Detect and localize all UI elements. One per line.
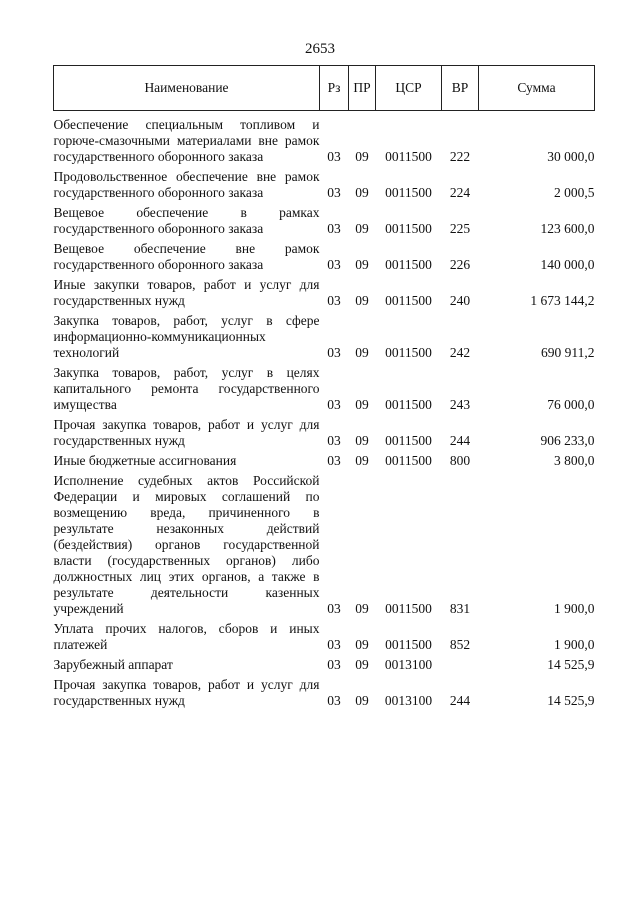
table-row [54, 313, 595, 365]
row-pr: 09 [355, 293, 369, 308]
row-vr [442, 657, 479, 677]
table-row [54, 473, 595, 621]
row-pr: 09 [355, 185, 369, 200]
row-name: Закупка товаров, работ, услуг в целях капитального ремонта государственного имущества [53, 365, 320, 412]
row-vr: 831 [449, 601, 471, 616]
row-pr: 09 [355, 149, 369, 164]
row-csr: 0011500 [385, 397, 432, 412]
row-vr: 224 [449, 185, 471, 200]
row-name: Иные закупки товаров, работ и услуг для государственных нужд [53, 277, 320, 308]
row-sum: 14 525,9 [547, 693, 595, 708]
row-rz: 03 [327, 453, 341, 468]
row-vr: 800 [449, 453, 471, 468]
row-vr: 222 [449, 149, 471, 164]
row-csr: 0011500 [385, 293, 432, 308]
row-csr: 0011500 [385, 257, 432, 272]
row-name: Вещевое обеспечение вне рамок государственного оборонного заказа [53, 241, 320, 272]
row-rz: 03 [327, 345, 341, 360]
table-row [54, 205, 595, 241]
row-sum: 906 233,0 [540, 433, 595, 448]
row-pr: 09 [355, 637, 369, 652]
header-sum: Сумма [479, 66, 595, 111]
row-vr: 240 [449, 293, 471, 308]
row-pr: 09 [355, 453, 369, 468]
table-row [54, 277, 595, 313]
row-pr: 09 [355, 221, 369, 236]
row-sum: 14 525,9 [547, 657, 595, 672]
row-csr: 0011500 [385, 221, 432, 236]
row-sum: 140 000,0 [540, 257, 595, 272]
row-pr: 09 [355, 433, 369, 448]
table-header-row [54, 66, 595, 111]
row-csr: 0011500 [385, 433, 432, 448]
row-vr: 226 [449, 257, 471, 272]
header-csr: ЦСР [376, 66, 442, 111]
row-name: Закупка товаров, работ, услуг в сфере информационно-коммуникационных технологий [53, 313, 320, 360]
row-name: Обеспечение специальным топливом и горюче-смазочными материалами вне рамок государственного оборонного заказа [53, 117, 320, 164]
row-sum: 30 000,0 [547, 149, 595, 164]
row-rz: 03 [327, 185, 341, 200]
header-rz: Рз [320, 66, 349, 111]
row-rz: 03 [327, 601, 341, 616]
row-csr: 0011500 [385, 601, 432, 616]
row-name: Прочая закупка товаров, работ и услуг для государственных нужд [53, 417, 320, 448]
row-name: Продовольственное обеспечение вне рамок государственного оборонного заказа [53, 169, 320, 200]
row-rz: 03 [327, 693, 341, 708]
row-name: Исполнение судебных актов Российской Федерации и мировых соглашений по возмещению вреда, причиненного в результате незаконных действий (бездействия) органов государственной власти (государственных органов) либо должностных лиц этих органов, а также в результате деятельности казенных учреждений [53, 473, 320, 616]
row-sum: 1 900,0 [554, 601, 595, 616]
row-name: Вещевое обеспечение в рамках государственного оборонного заказа [53, 205, 320, 236]
row-rz: 03 [327, 397, 341, 412]
row-pr: 09 [355, 345, 369, 360]
row-sum: 1 900,0 [554, 637, 595, 652]
row-sum: 3 800,0 [554, 453, 595, 468]
row-vr: 244 [449, 433, 471, 448]
row-vr: 243 [449, 397, 471, 412]
table-row [54, 417, 595, 453]
header-name: Наименование [54, 66, 320, 111]
row-csr: 0011500 [385, 345, 432, 360]
table-row [54, 677, 595, 713]
row-sum: 690 911,2 [541, 345, 595, 360]
row-sum: 76 000,0 [547, 397, 595, 412]
table-row [54, 657, 595, 677]
table-row [54, 453, 595, 473]
table-row [54, 241, 595, 277]
row-sum: 123 600,0 [540, 221, 595, 236]
row-rz: 03 [327, 293, 341, 308]
row-sum: 1 673 144,2 [530, 293, 595, 308]
header-vr: ВР [442, 66, 479, 111]
row-rz: 03 [327, 149, 341, 164]
row-sum: 2 000,5 [554, 185, 595, 200]
table-row [54, 621, 595, 657]
row-rz: 03 [327, 221, 341, 236]
row-pr: 09 [355, 257, 369, 272]
row-csr: 0013100 [384, 693, 433, 708]
row-csr: 0013100 [384, 657, 433, 672]
row-vr: 852 [449, 637, 471, 652]
row-csr: 0011500 [385, 453, 432, 468]
header-pr: ПР [349, 66, 376, 111]
row-name: Зарубежный аппарат [53, 657, 173, 672]
row-pr: 09 [355, 601, 369, 616]
row-name: Уплата прочих налогов, сборов и иных платежей [53, 621, 320, 652]
row-vr: 225 [449, 221, 471, 236]
page-number: 2653 [305, 41, 335, 57]
row-rz: 03 [327, 257, 341, 272]
row-vr: 242 [449, 345, 471, 360]
row-pr: 09 [355, 693, 369, 708]
row-pr: 09 [355, 657, 369, 672]
row-csr: 0011500 [385, 637, 432, 652]
table-row [54, 169, 595, 205]
row-rz: 03 [327, 637, 341, 652]
row-csr: 0011500 [385, 149, 432, 164]
row-rz: 03 [327, 657, 341, 672]
row-pr: 09 [355, 397, 369, 412]
table-row [54, 365, 595, 417]
budget-table [53, 65, 595, 713]
row-name: Прочая закупка товаров, работ и услуг для государственных нужд [53, 677, 320, 708]
row-vr: 244 [449, 693, 471, 708]
row-name: Иные бюджетные ассигнования [53, 453, 237, 468]
row-csr: 0011500 [385, 185, 432, 200]
row-rz: 03 [327, 433, 341, 448]
table-row [54, 111, 595, 170]
